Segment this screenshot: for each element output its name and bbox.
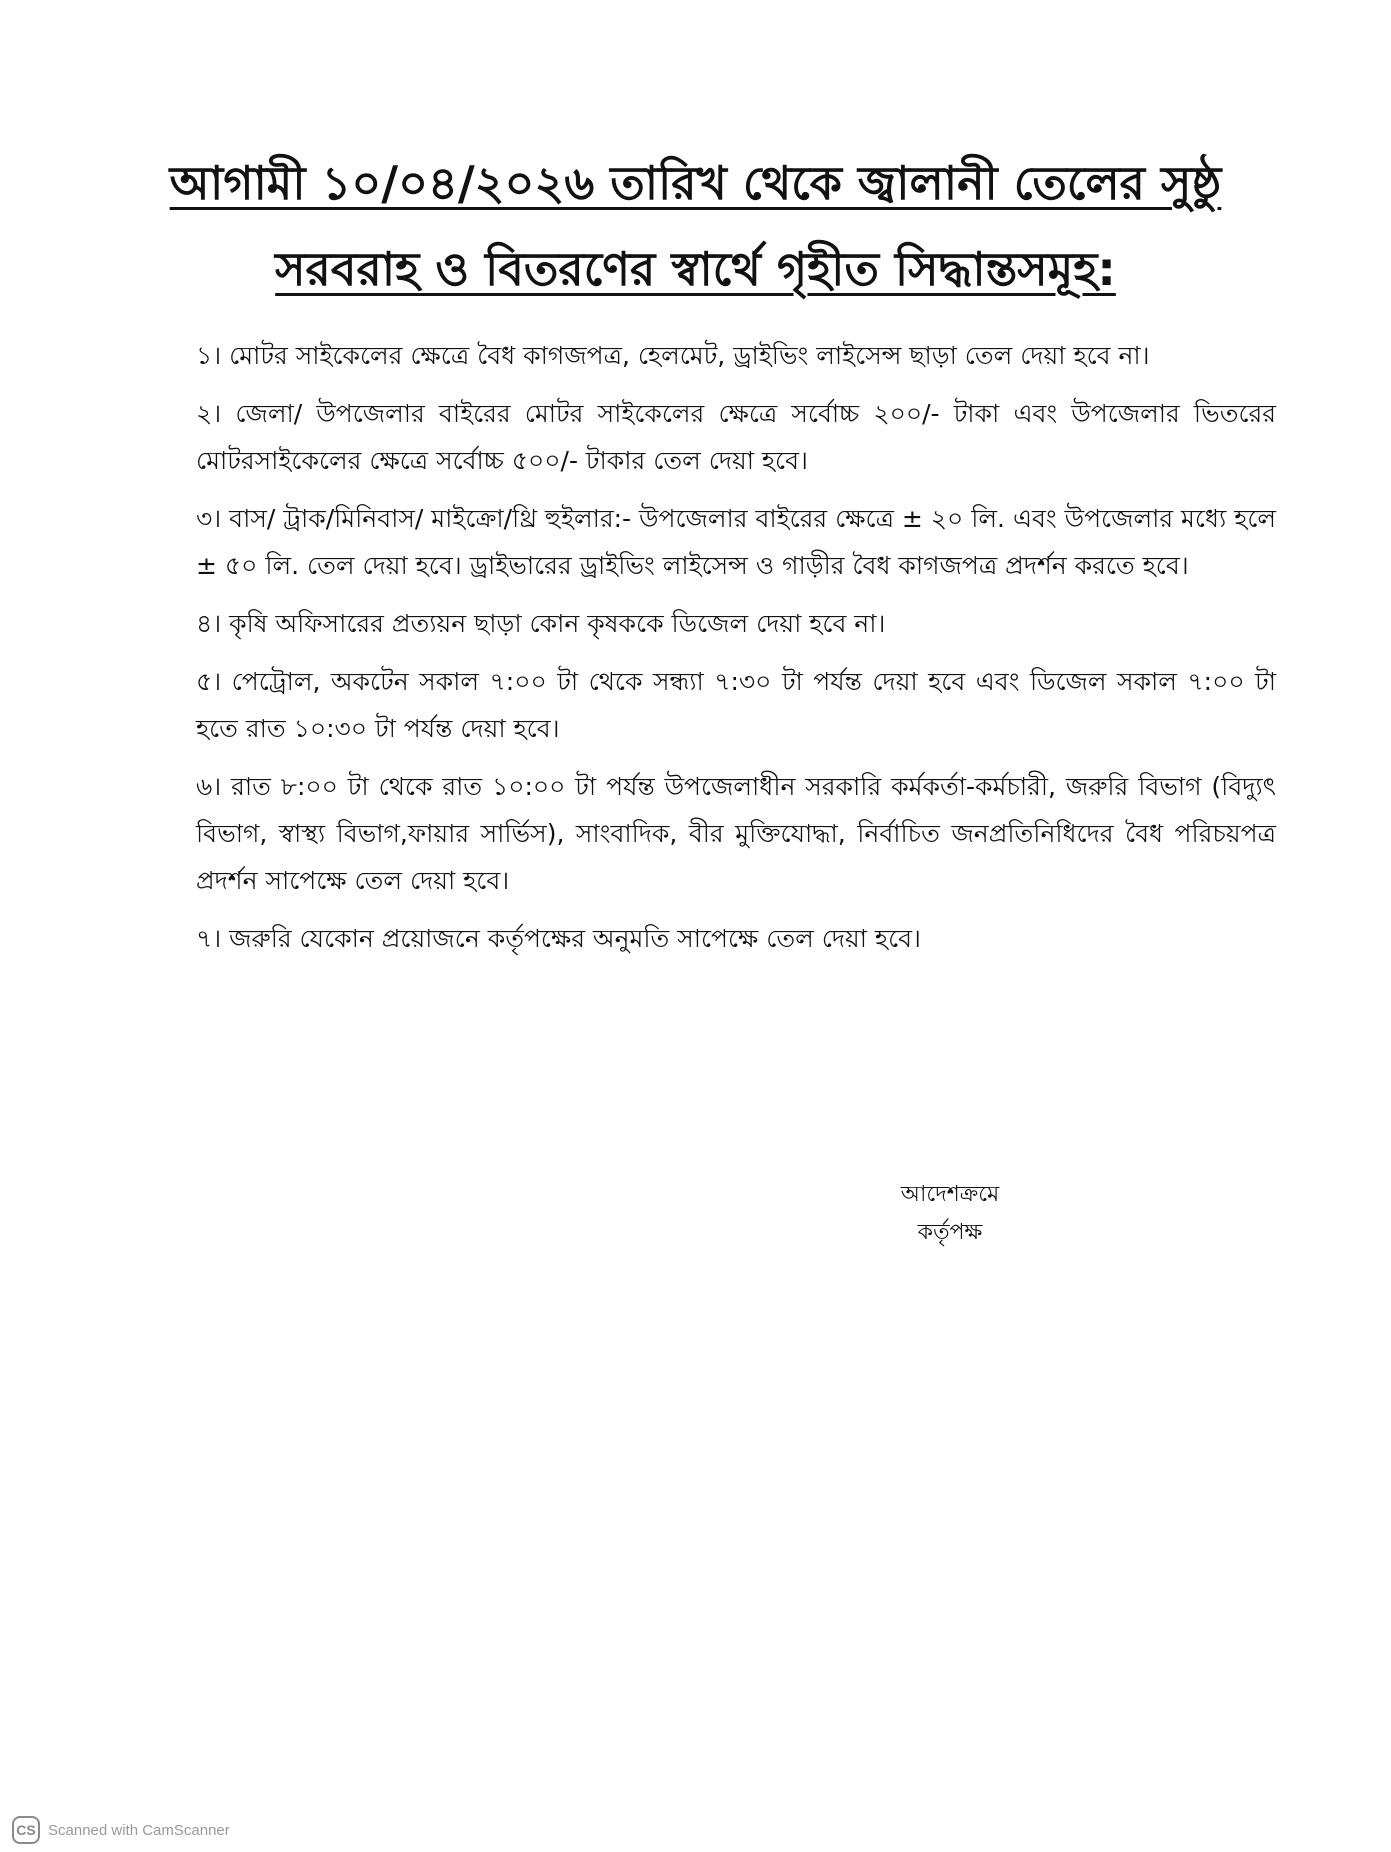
signature-order-text: আদেশক্রমে xyxy=(900,1182,1000,1207)
camscanner-logo-icon: CS xyxy=(12,1816,40,1844)
signature-authority-text: কর্তৃপক্ষ xyxy=(917,1220,983,1245)
scanner-watermark xyxy=(12,1814,230,1846)
decision-item-5: ৫। পেট্রোল, অকটেন সকাল ৭:০০ টা থেকে সন্ধ্যা ৭:৩০ টা পর্যন্ত দেয়া হবে এবং ডিজেল সকাল ৭:০০ টা হতে রাত ১০:৩০ টা পর্যন্ত দেয়া হবে। xyxy=(196,667,1276,743)
title-line-1: আগামী ১০/০৪/২০২৬ তারিখ থেকে জ্বালানী তেলের সুষ্ঠু xyxy=(169,156,1222,210)
camscanner-text: Scanned with CamScanner xyxy=(48,1821,230,1839)
document-title xyxy=(150,140,1241,312)
decision-item-6: ৬। রাত ৮:০০ টা থেকে রাত ১০:০০ টা পর্যন্ত উপজেলাধীন সরকারি কর্মকর্তা-কর্মচারী, জরুরি বিভাগ (বিদ্যুৎ বিভাগ, স্বাস্থ্য বিভাগ,ফায়ার সার্ভিস), সাংবাদিক, বীর মুক্তিযোদ্ধা, নির্বাচিত জনপ্রতিনিধিদের বৈধ পরিচয়পত্র প্রদর্শন সাপেক্ষে তেল দেয়া হবে। xyxy=(196,772,1276,895)
decision-item-3: ৩। বাস/ ট্রাক/মিনিবাস/ মাইক্রো/থ্রি হুইলার:- উপজেলার বাইরের ক্ষেত্রে ± ২০ লি. এবং উপজেলার মধ্যে হলে ± ৫০ লি. তেল দেয়া হবে। ড্রাইভারের ড্রাইভিং লাইসেন্স ও গাড়ীর বৈধ কাগজপত্র প্রদর্শন করতে হবে। xyxy=(196,504,1276,580)
decision-item-1: ১। মোটর সাইকেলের ক্ষেত্রে বৈধ কাগজপত্র, হেলমেট, ড্রাইভিং লাইসেন্স ছাড়া তেল দেয়া হবে না। xyxy=(196,341,1150,370)
title-line-2: সরবরাহ ও বিতরণের স্বার্থে গৃহীত সিদ্ধান্তসমূহ: xyxy=(275,242,1116,296)
decision-item-4: ৪। কৃষি অফিসারের প্রত্যয়ন ছাড়া কোন কৃষককে ডিজেল দেয়া হবে না। xyxy=(196,609,886,638)
decision-item-2: ২। জেলা/ উপজেলার বাইরের মোটর সাইকেলের ক্ষেত্রে সর্বোচ্চ ২০০/- টাকা এবং উপজেলার ভিতরের মোটরসাইকেলের ক্ষেত্রে সর্বোচ্চ ৫০০/- টাকার তেল দেয়া হবে। xyxy=(196,399,1276,475)
decision-list xyxy=(196,332,1276,973)
decision-item-7: ৭। জরুরি যেকোন প্রয়োজনে কর্তৃপক্ষের অনুমতি সাপেক্ষে তেল দেয়া হবে। xyxy=(196,924,921,953)
signature-block xyxy=(850,1176,1050,1252)
